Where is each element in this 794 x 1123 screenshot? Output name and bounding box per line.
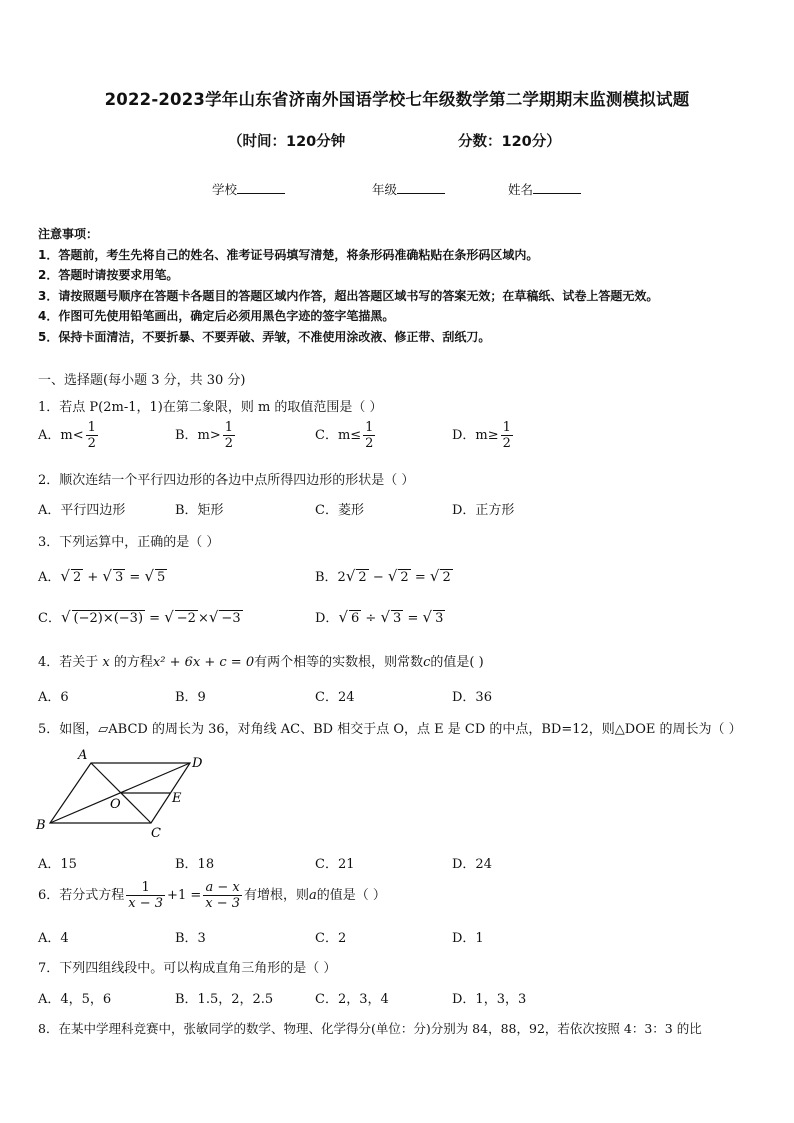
q4-option-a[interactable]: A．6 (38, 690, 69, 705)
q1-option-c[interactable]: C．m≤ $\frac{1}{2}$ (315, 420, 374, 451)
q5-option-d[interactable]: D．24 (452, 857, 492, 872)
notice-item: 4．作图可先使用铅笔画出，确定后必须用黑色字迹的签字笔描黑。 (38, 309, 395, 323)
question-3-stem: 3．下列运算中，正确的是（ ） (38, 535, 220, 550)
fraction: $\frac{1}{2}$ (502, 420, 511, 451)
q2-option-a[interactable]: A．平行四边形 (38, 503, 126, 518)
parallelogram-figure (30, 745, 220, 840)
notice-item: 2．答题时请按要求用笔。 (38, 268, 179, 282)
fraction: $\frac{1}{x - 3}$ (128, 880, 164, 911)
grade-blank[interactable] (397, 181, 445, 194)
question-7-stem: 7．下列四组线段中。可以构成直角三角形的是（ ） (38, 961, 337, 976)
q7-option-c[interactable]: C．2，3，4 (315, 992, 389, 1007)
school-label: 学校 (212, 182, 238, 197)
question-4-stem: 4．若关于 x 的方程x² + 6x + c = 0有两个相等的实数根，则常数c的值是( ) (38, 655, 484, 670)
notice-heading: 注意事项： (38, 227, 99, 241)
q1-option-d[interactable]: D．m≥ $\frac{1}{2}$ (452, 420, 511, 451)
label-a: A (78, 748, 88, 763)
q3-option-d[interactable]: D．√ 6 ÷ √ 3 = √ 3 (315, 608, 444, 626)
grade-field (372, 180, 445, 198)
notice-item: 3．请按照题号顺序在答题卡各题目的答题区域内作答，超出答题区域书写的答案无效；在草稿纸、试卷上答题无效。 (38, 289, 659, 303)
q5-option-a[interactable]: A．15 (38, 857, 77, 872)
fraction: $\frac{1}{2}$ (87, 420, 96, 451)
question-8-stem: 8．在某中学理科竞赛中，张敏同学的数学、物理、化学得分(单位：分)分别为 84，88，92，若依次按照 4：3：3 的比 (38, 1021, 702, 1036)
q7-option-a[interactable]: A．4，5，6 (38, 992, 112, 1007)
q6-option-c[interactable]: C．2 (315, 931, 347, 946)
equation: x² + 6x + c = 0 (152, 655, 255, 670)
name-label: 姓名 (508, 182, 534, 197)
q3-option-b[interactable]: B．2√ 2 − √ 2 = √ 2 (315, 567, 451, 585)
question-5-stem: 5．如图，▱ABCD 的周长为 36，对角线 AC、BD 相交于点 O，点 E 是 CD 的中点，BD=12，则△DOE 的周长为（ ） (38, 722, 742, 737)
q4-option-c[interactable]: C．24 (315, 690, 355, 705)
q2-option-d[interactable]: D．正方形 (452, 503, 515, 518)
q6-option-b[interactable]: B．3 (175, 931, 206, 946)
fraction: $\frac{1}{2}$ (365, 420, 374, 451)
exam-time: （时间：120分钟 (228, 134, 346, 150)
q5-option-c[interactable]: C．21 (315, 857, 355, 872)
section-heading: 一、选择题(每小题 3 分，共 30 分) (38, 373, 246, 388)
q7-option-d[interactable]: D．1，3，3 (452, 992, 527, 1007)
q1-option-b[interactable]: B．m> $\frac{1}{2}$ (175, 420, 234, 451)
notice-item: 1．答题前，考生先将自己的姓名、准考证号码填写清楚，将条形码准确粘贴在条形码区域内。 (38, 248, 539, 262)
exam-score: 分数：120分） (458, 134, 561, 150)
fraction: $\frac{1}{2}$ (224, 420, 234, 451)
notice-item: 5．保持卡面清洁，不要折暴、不要弄破、弄皱，不准使用涂改液、修正带、刮纸刀。 (38, 330, 491, 344)
q6-option-a[interactable]: A．4 (38, 931, 69, 946)
label-e: E (172, 791, 182, 806)
q7-option-b[interactable]: B．1.5，2，2.5 (175, 992, 274, 1007)
q3-option-c[interactable]: C．√ (−2)×(−3) = √ −2 ×√ −3 (38, 608, 241, 626)
question-1-stem: 1．若点 P(2m-1，1)在第二象限，则 m 的取值范围是（ ） (38, 400, 383, 415)
label-d: D (192, 756, 203, 771)
q1-option-a[interactable]: A．m< $\frac{1}{2}$ (38, 420, 96, 451)
name-field (508, 180, 581, 198)
q2-option-b[interactable]: B．矩形 (175, 503, 224, 518)
school-blank[interactable] (237, 181, 285, 194)
q5-option-b[interactable]: B．18 (175, 857, 215, 872)
question-2-stem: 2．顺次连结一个平行四边形的各边中点所得四边形的形状是（ ） (38, 473, 415, 488)
exam-title: 2022-2023学年山东省济南外国语学校七年级数学第二学期期末监测模拟试题 (104, 90, 690, 109)
fraction: $\frac{a - x}{x - 3}$ (205, 880, 241, 911)
q2-option-c[interactable]: C．菱形 (315, 503, 364, 518)
label-o: O (110, 797, 121, 812)
grade-label: 年级 (372, 182, 398, 197)
question-6-stem: 6．若分式方程 $\frac{1}{x - 3}$ +1 = $\frac{a - x}{x - 3}$ 有增根，则a的值是（ ） (38, 880, 386, 911)
school-field (212, 180, 285, 198)
name-blank[interactable] (533, 181, 581, 194)
q4-option-b[interactable]: B．9 (175, 690, 206, 705)
q6-option-d[interactable]: D．1 (452, 931, 484, 946)
q3-option-a[interactable]: A．√ 2 + √ 3 = √ 5 (38, 567, 166, 585)
q4-option-d[interactable]: D．36 (452, 690, 492, 705)
label-c: C (151, 826, 161, 840)
label-b: B (36, 818, 46, 833)
